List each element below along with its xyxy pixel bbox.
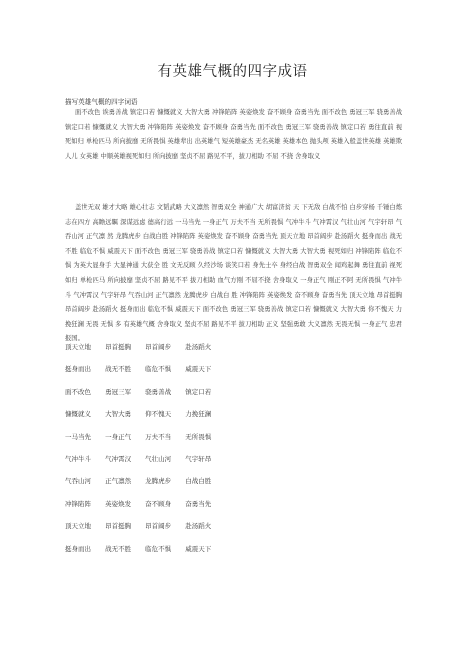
phrase-item: 昂首挺胸 [105,522,132,531]
phrase-item: 气吞山河 [65,477,91,486]
phrase-item: 奋勇当先 [185,499,212,508]
phrase-item: 万夫不当 [145,432,172,441]
phrase-row [65,476,402,498]
phrase-item: 临危不惧 [145,365,172,374]
phrase-item: 威震天下 [185,544,212,553]
phrase-row [65,499,402,521]
phrase-item: 昂首阔步 [145,343,172,351]
phrase-item: 力挽狂澜 [185,410,212,419]
phrase-item: 战无不胜 [105,544,132,553]
phrase-item: 龙腾虎步 [145,477,172,486]
phrase-item: 勇冠三军 [105,387,132,396]
phrase-row [65,521,402,543]
phrase-item: 镇定口若 [185,387,212,396]
phrase-item: 无所畏惧 [185,432,212,441]
phrase-item: 一身正气 [105,432,132,441]
phrase-item: 战无不胜 [105,365,132,374]
phrase-list [65,342,402,566]
phrase-item: 大智大勇 [105,410,132,419]
phrase-item: 赴汤蹈火 [185,522,212,531]
phrase-item: 威震天下 [185,365,212,374]
phrase-row [65,454,402,476]
phrase-item: 气冲牛斗 [65,454,91,463]
phrase-item: 白战白胜 [185,477,212,486]
phrase-item: 昂首挺胸 [105,343,132,351]
phrase-item: 慷慨就义 [65,410,91,419]
phrase-row [65,544,402,566]
phrase-row [65,432,402,454]
phrase-item: 奋不顾身 [145,499,172,508]
phrase-row [65,409,402,431]
phrase-item: 顶天立地 [65,522,91,531]
phrase-row [65,364,402,386]
document-title: 有英雄气概的四字成语 [157,64,308,80]
phrase-item: 气壮山河 [145,454,172,463]
phrase-item: 骁勇善战 [145,387,172,396]
phrase-item: 面不改色 [65,387,91,396]
phrase-item: 挺身而出 [65,365,91,374]
phrase-item: 气宇轩昂 [185,454,212,463]
phrase-item: 仰不愧天 [145,410,172,419]
phrase-item: 临危不惧 [145,544,172,553]
phrase-item: 英姿焕发 [105,499,132,508]
paragraph-1: 面不改色 诶勇善战 镇定口若 慷慨就义 大智大勇 冲锋陷阵 英姿焕发 奋不顾身 奋勇当先 面不改色 勇冠三军 骁勇善战 镇定口若 慷慨就义 大智大勇 冲锋陷阵 英姿焕发 奋不顾身 奋勇当先 面不改色 勇冠三军 骁勇善战 镇定口若 勇往直前 视死如归 单枪匹马 所向披靡 无所畏惧 英雄辈出 出英雄气 短英雄豪杰 无名英雄 英雄本色 抛头颅 英雄入般盖世英雄 英雄欺人儿 女英雄 中顺英雄视死如归 所向披靡 坚贞不屈 路见不平，拔刀相助 不屈 不挠 舍身取义 [65,109,402,160]
phrase-row [65,342,402,364]
phrase-item: 顶天立地 [65,343,91,351]
phrase-item: 昂首阔步 [145,522,172,531]
phrase-item: 气冲霄汉 [105,454,132,463]
document-subtitle: 描写英雄气概的四字词语 [65,98,138,106]
phrase-item: 冲锋陷阵 [65,499,91,508]
phrase-item: 一马当先 [65,432,91,441]
phrase-item: 赴汤蹈火 [185,343,212,351]
paragraph-2: 盖世无双 雄才大略 雄心壮志 文韬武略 大义凛然 智勇双全 神通广大 胡富济贫 天 下无敌 白战不怕 白步穿杨 千锤白炼 志在四方 高瞻远瞩 深谋远虑 德高行远 一马当先 一身正气 万夫不当 无所畏惧 气冲牛斗 气冲霄汉 气壮山河 气宇轩昂 气吞山河 正气凛 然 龙腾虎步 白战白胜 冲锋陷阵 英姿焕发 奋不顾身 奋勇当先 顶天立地 昂首阔步 赴汤蹈火 挺身而出 战无不胜 临危不惧 威震天下 面不改色 勇冠三军 骁勇善战 镇定口若 慷慨就义 大智大勇 大智大勇 视死如归 冲锋陷阵 临危不惧 为英大显身手 大显神通 大获全 胜 文无反顾 久经沙场 谈笑口若 身先士卒 身经白战 智勇双全 闻鸡起舞 勇往直前 视死如归 单枪匹马 所向披靡 坚贞不屈 路见不平 拔刀相助 血气方刚 不屈不挠 舍身取义 一身正气 刚正不阿 无所畏惧 气冲牛斗 气冲霄汉 气宇轩昂 气吞山河 正气凛然 龙腾虎步 白战白 胜 冲锋陷阵 英姿焕发 奋不顾身 奋勇当先 顶天立地 昂首挺胸 昂首阔步 赴汤蹈火 挺身而出 临危不惧 威震天下 面不改色 勇冠三军 骁勇善战 镇定口若 慷慨就义 大智大勇 你不愧天 力挽狂澜 无畏 无惧 多 有英雄气概 舍身取义 坚贞不屈 路见不平 拔刀相助 正义 坚强勇敢 大义凛然 无畏无惧 一身正气 忠君报国。 [65,204,402,343]
phrase-row [65,387,402,409]
phrase-item: 挺身而出 [65,544,91,553]
phrase-item: 正气凛然 [105,477,132,486]
